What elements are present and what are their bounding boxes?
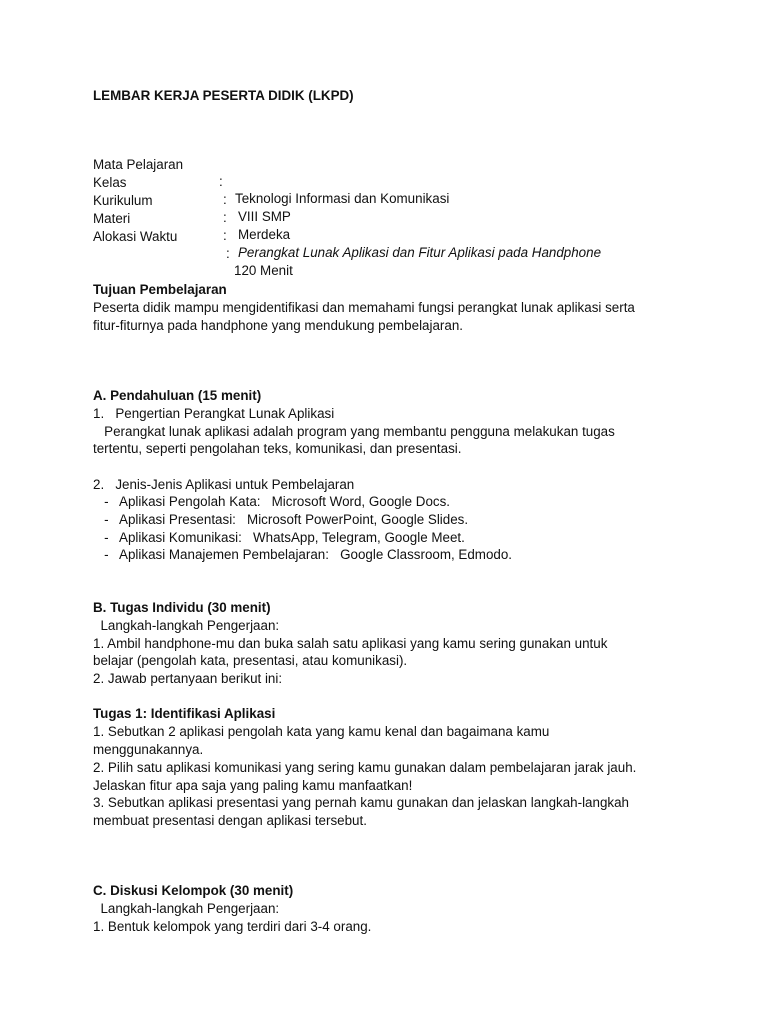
document-title: LEMBAR KERJA PESERTA DIDIK (LKPD) <box>93 88 354 103</box>
app-list-item: - Aplikasi Presentasi: Microsoft PowerPoint, Google Slides. <box>93 512 469 527</box>
list-item: 2. Jenis-Jenis Aplikasi untuk Pembelajaran <box>93 477 355 492</box>
identity-value: Merdeka <box>238 227 291 242</box>
identity-colon: : <box>226 246 230 261</box>
task-1-heading: Tugas 1: Identifikasi Aplikasi <box>93 706 276 721</box>
identity-colon: : <box>223 192 227 207</box>
paragraph-line: 1. Ambil handphone-mu dan buka salah satu aplikasi yang kamu sering gunakan untuk <box>93 636 608 651</box>
objectives-text: Peserta didik mampu mengidentifikasi dan memahami fungsi perangkat lunak aplikasi serta <box>93 300 635 315</box>
section-heading-group-discussion: C. Diskusi Kelompok (30 menit) <box>93 883 294 898</box>
identity-colon: : <box>223 228 227 243</box>
section-heading-individual-task: B. Tugas Individu (30 menit) <box>93 600 271 615</box>
paragraph-line: Perangkat lunak aplikasi adalah program yang membantu pengguna melakukan tugas <box>93 424 615 439</box>
section-heading-introduction: A. Pendahuluan (15 menit) <box>93 388 262 403</box>
app-list-item: - Aplikasi Komunikasi: WhatsApp, Telegram, Google Meet. <box>93 530 465 545</box>
objectives-text: fitur-fiturnya pada handphone yang mendukung pembelajaran. <box>93 318 463 333</box>
identity-colon: : <box>223 210 227 225</box>
list-item: 1. Pengertian Perangkat Lunak Aplikasi <box>93 406 335 421</box>
paragraph-line: belajar (pengolah kata, presentasi, atau komunikasi). <box>93 653 408 668</box>
section-heading-objectives: Tujuan Pembelajaran <box>93 282 227 297</box>
identity-value: 120 Menit <box>234 263 293 278</box>
app-list-item: - Aplikasi Manajemen Pembelajaran: Google Classroom, Edmodo. <box>93 547 513 562</box>
paragraph-line: 2. Jawab pertanyaan berikut ini: <box>93 671 283 686</box>
question-line: 1. Sebutkan 2 aplikasi pengolah kata yang kamu kenal dan bagaimana kamu <box>93 724 550 739</box>
question-line: Jelaskan fitur apa saja yang paling kamu manfaatkan! <box>93 778 413 793</box>
document-page <box>93 0 693 1024</box>
identity-value: VIII SMP <box>238 209 291 224</box>
question-line: menggunakannya. <box>93 742 204 757</box>
identity-label: Kelas <box>93 175 127 190</box>
question-line: 2. Pilih satu aplikasi komunikasi yang sering kamu gunakan dalam pembelajaran jarak jauh. <box>93 760 637 775</box>
identity-label: Materi <box>93 211 131 226</box>
question-line: 3. Sebutkan aplikasi presentasi yang pernah kamu gunakan dan jelaskan langkah-langkah <box>93 795 629 810</box>
steps-label: Langkah-langkah Pengerjaan: <box>93 618 280 633</box>
identity-label: Kurikulum <box>93 193 153 208</box>
paragraph-line: tertentu, seperti pengolahan teks, komunikasi, dan presentasi. <box>93 441 462 456</box>
app-list-item: - Aplikasi Pengolah Kata: Microsoft Word, Google Docs. <box>93 494 450 509</box>
identity-label: Mata Pelajaran <box>93 157 184 172</box>
identity-value: Teknologi Informasi dan Komunikasi <box>235 191 450 206</box>
identity-colon: : <box>219 174 223 189</box>
identity-label: Alokasi Waktu <box>93 229 178 244</box>
steps-label: Langkah-langkah Pengerjaan: <box>93 901 280 916</box>
paragraph-line: 1. Bentuk kelompok yang terdiri dari 3-4 orang. <box>93 919 372 934</box>
identity-value: Perangkat Lunak Aplikasi dan Fitur Aplikasi pada Handphone <box>238 245 602 260</box>
question-line: membuat presentasi dengan aplikasi tersebut. <box>93 813 367 828</box>
